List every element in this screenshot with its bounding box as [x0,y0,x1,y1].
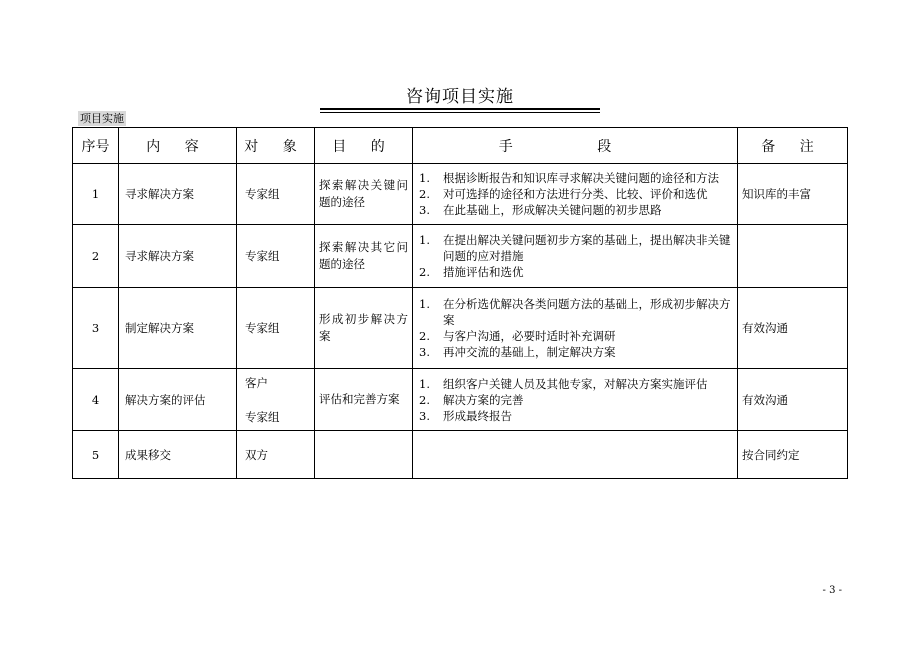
cell-target: 客户 专家组 [237,369,315,431]
cell-no: 4 [73,369,119,431]
cell-target: 专家组 [237,288,315,369]
cell-means [413,369,738,431]
cell-remark: 有效沟通 [738,288,848,369]
means-item: 在分析选优解决各类问题方法的基础上，形成初步解决方案 [443,297,731,327]
cell-content: 寻求解决方案 [119,225,237,288]
header-no: 序号 [73,128,119,164]
header-content: 内 容 [119,128,237,164]
table-row [73,225,848,288]
means-item: 措施评估和选优 [443,265,524,279]
table-row [73,369,848,431]
means-item: 组织客户关键人员及其他专家，对解决方案实施评估 [443,376,708,391]
cell-no: 5 [73,431,119,479]
cell-purpose: 探索解决关键问题的途径 [315,164,413,225]
table-row [73,431,848,479]
cell-target: 专家组 [237,225,315,288]
cell-no: 3 [73,288,119,369]
cell-purpose: 评估和完善方案 [315,369,413,431]
cell-purpose [315,431,413,479]
section-label: 项目实施 [80,112,124,125]
cell-remark: 按合同约定 [738,431,848,479]
cell-content: 成果移交 [119,431,237,479]
cell-target: 专家组 [237,164,315,225]
header-purpose: 目 的 [315,128,413,164]
header-row [73,128,848,164]
means-item: 根据诊断报告和知识库寻求解决关键问题的途径和方法 [443,171,719,185]
cell-content: 寻求解决方案 [119,164,237,225]
cell-remark: 知识库的丰富 [738,164,848,225]
means-item: 解决方案的完善 [443,392,524,407]
means-item: 在提出解决关键问题初步方案的基础上，提出解决非关键问题的应对措施 [443,233,731,263]
page-number: - 3 - [822,585,842,596]
cell-means [413,431,738,479]
cell-content: 解决方案的评估 [119,369,237,431]
means-item: 再冲交流的基础上，制定解决方案 [443,345,616,359]
table-row [73,288,848,369]
means-item: 与客户沟通，必要时适时补充调研 [443,329,616,343]
header-means: 手 段 [413,128,738,164]
cell-means [413,225,738,288]
cell-no: 2 [73,225,119,288]
cell-no: 1 [73,164,119,225]
cell-remark: 有效沟通 [738,369,848,431]
title-underline-thin [320,112,600,113]
document-title: 咨询项目实施 [406,87,514,107]
title-underline-thick [320,108,600,110]
implementation-table [72,127,848,479]
cell-remark [738,225,848,288]
cell-content: 制定解决方案 [119,288,237,369]
cell-means [413,288,738,369]
table-row [73,164,848,225]
cell-purpose: 形成初步解决方案 [315,288,413,369]
cell-purpose: 探索解决其它问题的途径 [315,225,413,288]
means-item: 形成最终报告 [443,408,512,423]
cell-means [413,164,738,225]
means-item: 对可选择的途径和方法进行分类、比较、评价和选优 [443,187,708,201]
header-remark: 备 注 [738,128,848,164]
means-item: 在此基础上，形成解决关键问题的初步思路 [443,203,662,217]
cell-target: 双方 [237,431,315,479]
header-target: 对 象 [237,128,315,164]
